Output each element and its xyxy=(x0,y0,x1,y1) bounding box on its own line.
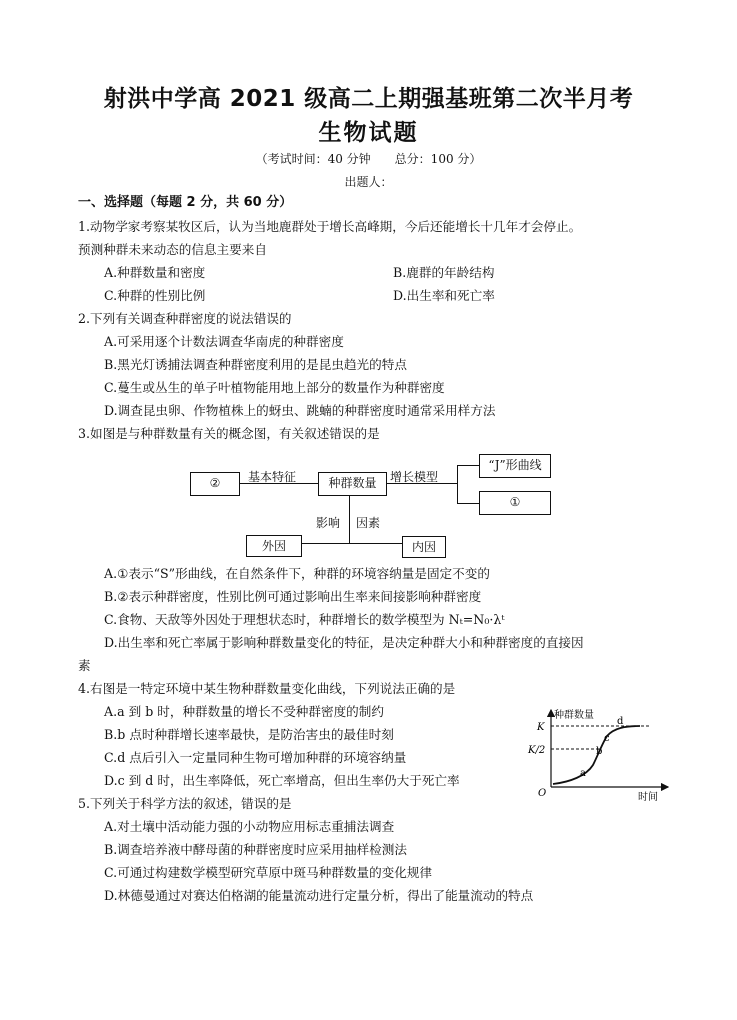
q4-option-c: C.d 点后引入一定量同种生物可增加种群的环境容纳量 xyxy=(104,750,407,765)
label-growth-model: 增长模型 xyxy=(390,470,439,484)
point-a-label: a xyxy=(580,768,586,779)
q1-stem-line2: 预测种群未来动态的信息主要来自 xyxy=(78,242,267,257)
q3-option-d-line2: 素 xyxy=(78,658,91,673)
q3-option-a: A.①表示“S”形曲线，在自然条件下，种群的环境容纳量是固定不变的 xyxy=(104,566,490,581)
point-d-label: d xyxy=(617,716,624,727)
q4-stem: 4.右图是一特定环境中某生物种群数量变化曲线，下列说法正确的是 xyxy=(78,681,456,696)
section-heading: 一、选择题（每题 2 分，共 60 分） xyxy=(78,195,293,210)
q3-option-d-line1: D.出生率和死亡率属于影响种群数量变化的特征，是决定种群大小和种群密度的直接因 xyxy=(104,635,584,650)
box-1: ① xyxy=(479,491,551,515)
box-j-curve: “J”形曲线 xyxy=(479,454,551,478)
q4-option-a: A.a 到 b 时，种群数量的增长不受种群密度的制约 xyxy=(104,704,384,719)
exam-title: 射洪中学高 2021 级高二上期强基班第二次半月考 xyxy=(103,86,634,112)
q1-option-a: A.种群数量和密度 xyxy=(104,265,206,280)
box-population-size: 种群数量 xyxy=(318,472,387,496)
q5-option-a: A.对土壤中活动能力强的小动物应用标志重捕法调查 xyxy=(104,819,395,834)
point-c-label: c xyxy=(604,733,610,744)
label-factor: 因素 xyxy=(356,516,381,530)
q3-option-b: B.②表示种群密度，性别比例可通过影响出生率来间接影响种群密度 xyxy=(104,589,482,604)
q3-stem: 3.如图是与种群数量有关的概念图，有关叙述错误的是 xyxy=(78,426,380,441)
graph-y-label: 种群数量 xyxy=(554,710,594,721)
point-b-label: b xyxy=(596,746,603,757)
q5-option-d: D.林德曼通过对赛达伯格湖的能量流动进行定量分析，得出了能量流动的特点 xyxy=(104,888,534,903)
exam-subject: 生物试题 xyxy=(318,120,419,146)
q5-option-c: C.可通过构建数学模型研究草原中斑马种群数量的变化规律 xyxy=(104,865,433,880)
q2-option-d: D.调查昆虫卵、作物植株上的蚜虫、跳蝻的种群密度时通常采用样方法 xyxy=(104,403,496,418)
label-origin: O xyxy=(538,788,547,799)
graph-x-label: 时间 xyxy=(638,792,658,803)
exam-author: 出题人： xyxy=(344,175,393,189)
label-k-half: K/2 xyxy=(528,745,546,756)
exam-info: （考试时间：40 分钟 总分：100 分） xyxy=(255,152,482,166)
q2-option-c: C.蔓生或丛生的单子叶植物能用地上部分的数量作为种群密度 xyxy=(104,380,445,395)
q2-option-a: A.可采用逐个计数法调查华南虎的种群密度 xyxy=(104,334,344,349)
q1-stem-line1: 1.动物学家考察某牧区后，认为当地鹿群处于增长高峰期，今后还能增长十几年才会停止。 xyxy=(78,219,582,234)
q1-option-c: C.种群的性别比例 xyxy=(104,288,206,303)
label-k: K xyxy=(537,722,545,733)
box-2: ② xyxy=(190,472,240,496)
q1-option-d: D.出生率和死亡率 xyxy=(393,288,495,303)
label-basic-feature: 基本特征 xyxy=(248,470,297,484)
label-influence: 影响 xyxy=(316,516,341,530)
q5-option-b: B.调查培养液中酵母菌的种群密度时应采用抽样检测法 xyxy=(104,842,407,857)
q2-option-b: B.黑光灯诱捕法调查种群密度利用的是昆虫趋光的特点 xyxy=(104,357,407,372)
q4-option-d: D.c 到 d 时，出生率降低，死亡率增高，但出生率仍大于死亡率 xyxy=(104,773,460,788)
q3-option-c: C.食物、天敌等外因处于理想状态时，种群增长的数学模型为 Nₜ=N₀·λᵗ xyxy=(104,612,505,627)
box-internal-factors: 内因 xyxy=(402,536,446,558)
q1-option-b: B.鹿群的年龄结构 xyxy=(393,265,495,280)
q5-stem: 5.下列关于科学方法的叙述，错误的是 xyxy=(78,796,292,811)
q4-option-b: B.b 点时种群增长速率最快，是防治害虫的最佳时刻 xyxy=(104,727,394,742)
box-external-factors: 外因 xyxy=(246,535,302,557)
q2-stem: 2.下列有关调查种群密度的说法错误的 xyxy=(78,311,292,326)
